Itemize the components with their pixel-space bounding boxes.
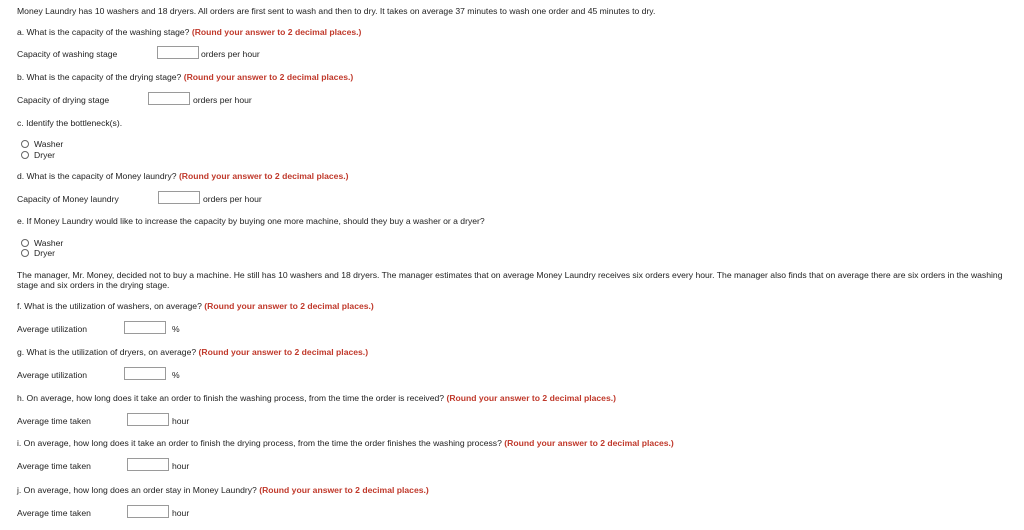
dryer-utilization-input[interactable] — [124, 367, 166, 380]
buy-option-dryer[interactable] — [21, 248, 55, 258]
question-b-text: b. What is the capacity of the drying stage? — [17, 72, 182, 82]
radio-icon[interactable] — [21, 239, 29, 247]
round-note: (Round your answer to 2 decimal places.) — [183, 72, 354, 82]
round-note: (Round your answer to 2 decimal places.) — [446, 393, 616, 403]
laundry-capacity-unit: orders per hour — [203, 194, 262, 204]
bottleneck-option-dryer[interactable] — [21, 150, 55, 160]
question-d-text: d. What is the capacity of Money laundry? — [17, 171, 177, 181]
question-f-text: f. What is the utilization of washers, on average? — [17, 301, 202, 311]
question-h — [17, 393, 616, 403]
washer-utilization-unit: % — [172, 324, 180, 334]
drying-time-unit: hour — [172, 461, 190, 471]
washing-capacity-label: Capacity of washing stage — [17, 49, 118, 59]
round-note: (Round your answer to 2 decimal places.) — [191, 27, 362, 37]
option-label: Washer — [34, 139, 64, 149]
total-time-unit: hour — [172, 508, 190, 518]
drying-time-label: Average time taken — [17, 461, 91, 471]
dryer-utilization-label: Average utilization — [17, 370, 88, 380]
question-h-text: h. On average, how long does it take an order to finish the washing process, from the time the order is received? — [17, 393, 445, 403]
drying-capacity-input[interactable] — [148, 92, 190, 105]
laundry-capacity-label: Capacity of Money laundry — [17, 194, 119, 204]
round-note: (Round your answer to 2 decimal places.) — [198, 347, 369, 357]
buy-option-washer[interactable] — [21, 238, 63, 248]
round-note: (Round your answer to 2 decimal places.) — [204, 301, 374, 311]
question-a-text: a. What is the capacity of the washing stage? — [17, 27, 190, 37]
option-label: Dryer — [34, 150, 56, 160]
radio-icon[interactable] — [21, 140, 29, 148]
washer-utilization-input[interactable] — [124, 321, 166, 334]
question-g — [17, 347, 368, 357]
washing-time-input[interactable] — [127, 413, 169, 426]
washing-capacity-unit: orders per hour — [201, 49, 260, 59]
bottleneck-option-washer[interactable] — [21, 139, 63, 149]
drying-capacity-unit: orders per hour — [193, 95, 252, 105]
round-note: (Round your answer to 2 decimal places.) — [178, 171, 349, 181]
question-a — [17, 27, 361, 37]
question-j-text: j. On average, how long does an order stay in Money Laundry? — [17, 485, 257, 495]
manager-paragraph: The manager, Mr. Money, decided not to buy a machine. He still has 10 washers and 18 dryers. The manager estimates that on average Money Laundry receives six orders every hour. The manager also finds that on average there are six orders in the washing stage and six orders in the drying stage. — [17, 270, 1003, 290]
washing-time-unit: hour — [172, 416, 190, 426]
intro-text: Money Laundry has 10 washers and 18 dryers. All orders are first sent to wash and then to dry. It takes on average 37 minutes to wash one order and 45 minutes to dry. — [17, 6, 656, 16]
question-g-text: g. What is the utilization of dryers, on average? — [17, 347, 197, 357]
question-e: e. If Money Laundry would like to increase the capacity by buying one more machine, should they buy a washer or a dryer? — [17, 216, 485, 226]
dryer-utilization-unit: % — [172, 370, 180, 380]
drying-capacity-label: Capacity of drying stage — [17, 95, 110, 105]
radio-icon[interactable] — [21, 249, 29, 257]
question-i-text: i. On average, how long does it take an order to finish the drying process, from the time the order finishes the washing process? — [17, 438, 502, 448]
round-note: (Round your answer to 2 decimal places.) — [259, 485, 429, 495]
question-b — [17, 72, 353, 82]
option-label: Washer — [34, 238, 64, 248]
radio-icon[interactable] — [21, 151, 29, 159]
drying-time-input[interactable] — [127, 458, 169, 471]
washing-time-label: Average time taken — [17, 416, 91, 426]
question-f — [17, 301, 374, 311]
question-d — [17, 171, 348, 181]
question-c: c. Identify the bottleneck(s). — [17, 118, 123, 128]
option-label: Dryer — [34, 248, 56, 258]
washer-utilization-label: Average utilization — [17, 324, 88, 334]
question-j — [17, 485, 429, 495]
laundry-capacity-input[interactable] — [158, 191, 200, 204]
total-time-input[interactable] — [127, 505, 169, 518]
total-time-label: Average time taken — [17, 508, 91, 518]
washing-capacity-input[interactable] — [157, 46, 199, 59]
round-note: (Round your answer to 2 decimal places.) — [504, 438, 674, 448]
question-i — [17, 438, 674, 448]
